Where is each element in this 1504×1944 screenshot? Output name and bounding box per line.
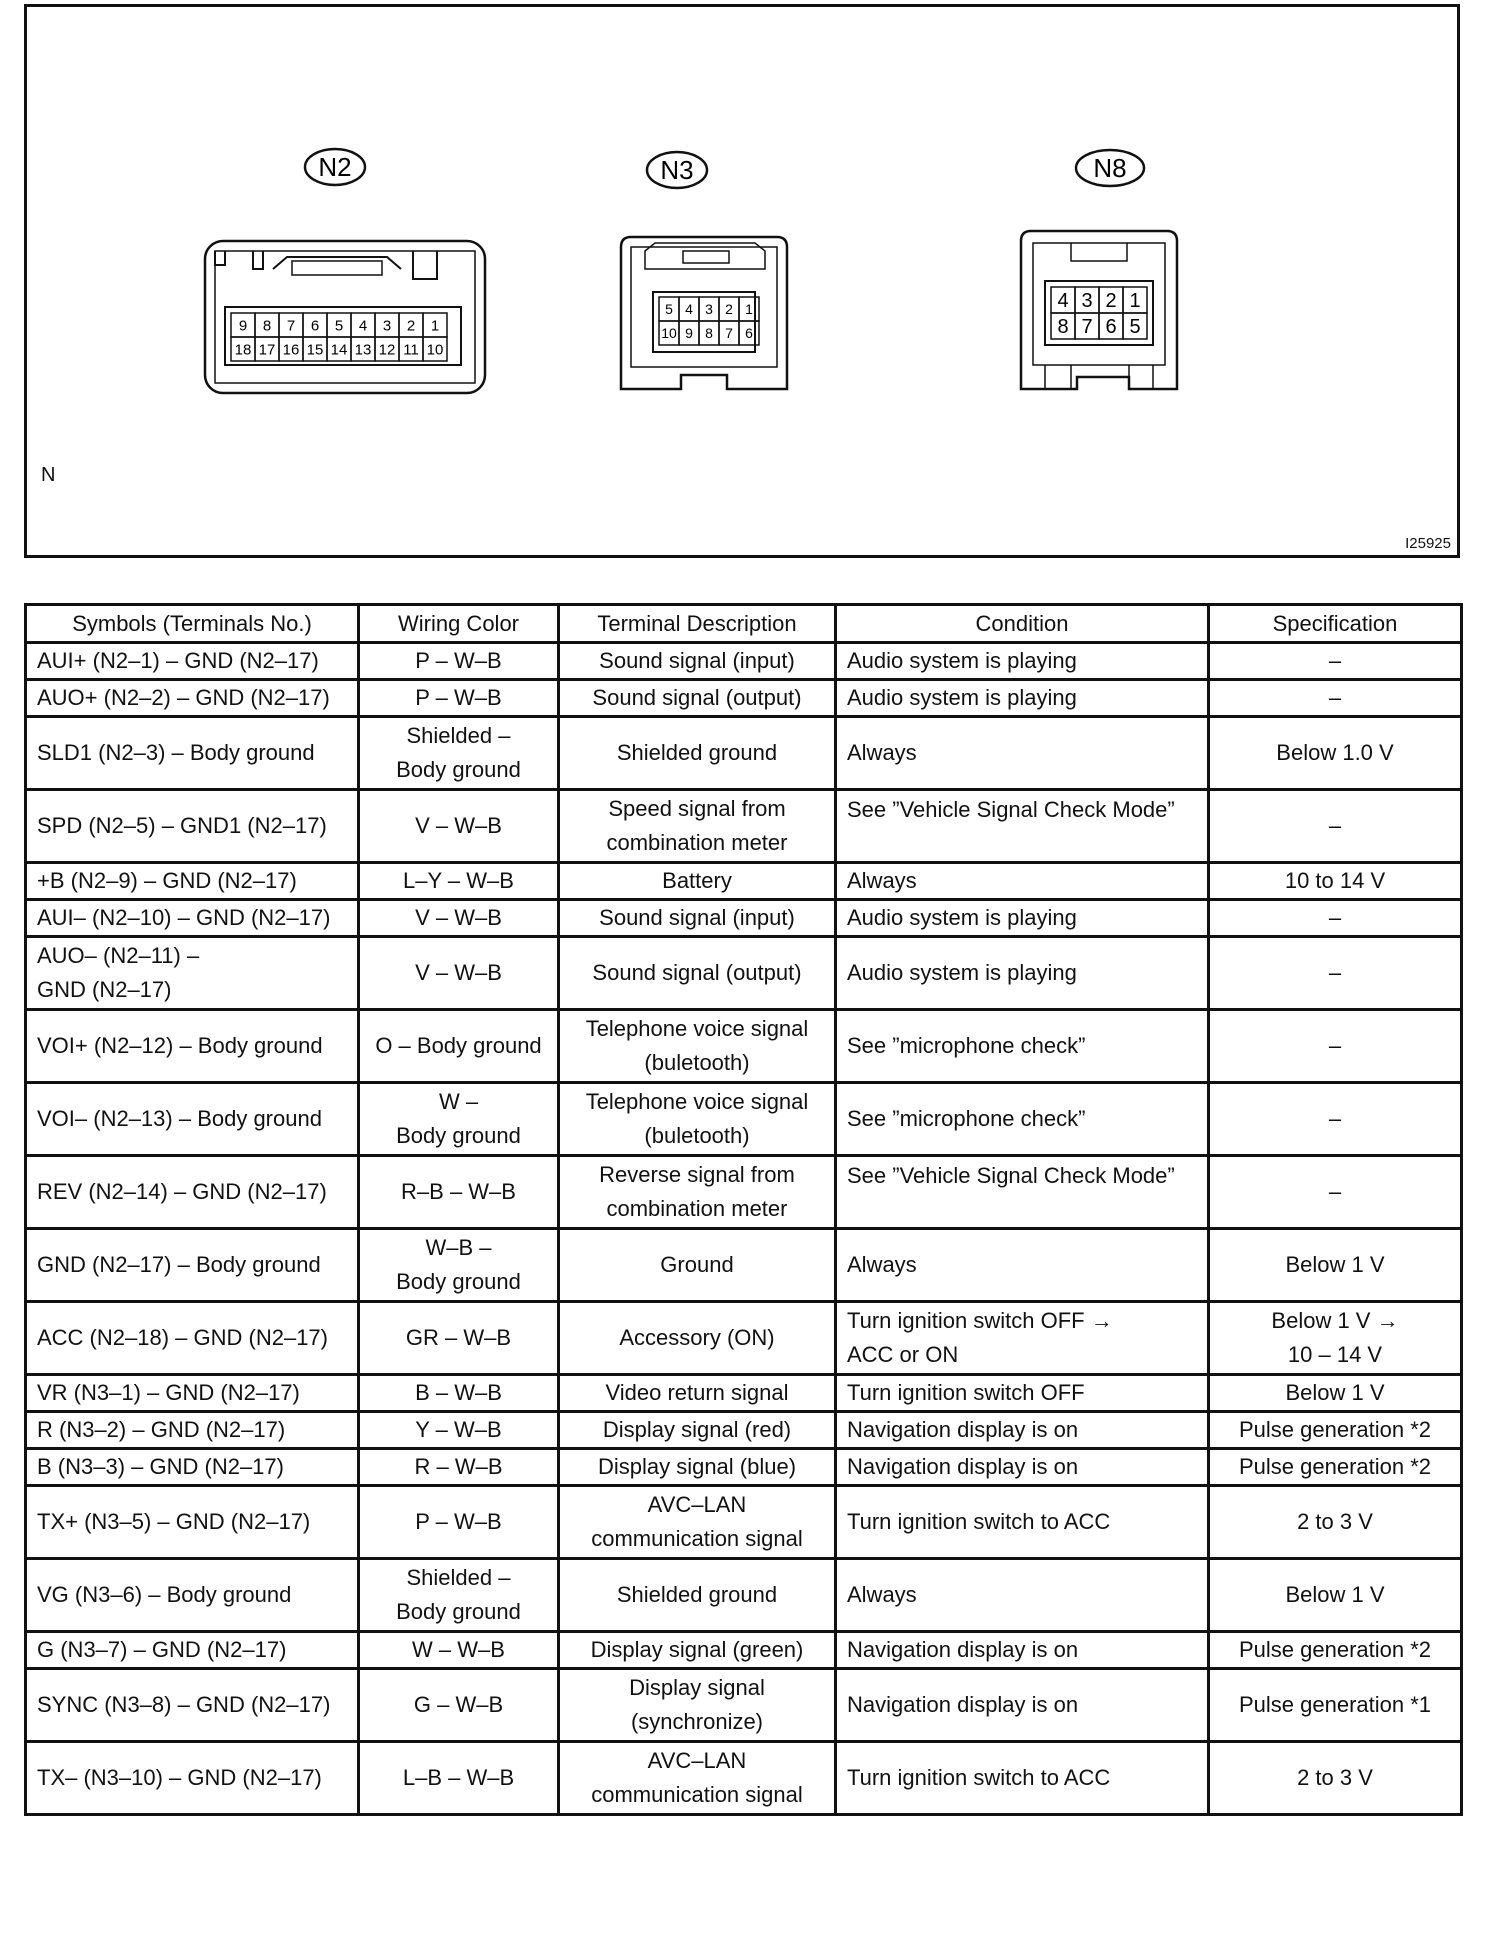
table-row (26, 1669, 1462, 1742)
pin-number: 10 (661, 325, 677, 342)
condition-cell (836, 1632, 1209, 1669)
header-condition: Condition (836, 605, 1209, 643)
terminal-description-cell (559, 1156, 836, 1229)
symbol-cell (26, 1083, 359, 1156)
terminal-description-cell-text: Accessory (ON) (619, 1325, 775, 1350)
pin-number: 3 (705, 301, 713, 318)
specification-cell-text: Below 1 V (1285, 1252, 1385, 1277)
connector-label-n2 (305, 149, 365, 185)
condition-cell-text: Always (847, 1582, 917, 1607)
condition-cell (836, 1083, 1209, 1156)
wiring-color-cell-text: Y – W–B (415, 1417, 502, 1442)
condition-cell (836, 1375, 1209, 1412)
symbol-cell (26, 1156, 359, 1229)
table-row (26, 1302, 1462, 1375)
specification-cell (1209, 790, 1462, 863)
terminal-description-cell (559, 1742, 836, 1815)
terminal-description-cell-text: Reverse signal from combination meter (599, 1162, 795, 1221)
symbol-cell-text: AUO– (N2–11) – GND (N2–17) (37, 943, 200, 1002)
terminal-description-cell (559, 1632, 836, 1669)
pin-number: 3 (1081, 290, 1093, 313)
pin-number: 1 (745, 301, 753, 318)
pin-number: 15 (306, 341, 324, 359)
condition-cell-text: Turn ignition switch to ACC (847, 1765, 1111, 1790)
condition-cell-text: See ”Vehicle Signal Check Mode” (847, 797, 1175, 822)
connector-diagram (27, 7, 1457, 555)
symbol-cell-text: VR (N3–1) – GND (N2–17) (37, 1380, 300, 1405)
condition-cell (836, 900, 1209, 937)
symbol-cell (26, 937, 359, 1010)
symbol-cell (26, 1486, 359, 1559)
specification-cell (1209, 643, 1462, 680)
pin-number: 1 (430, 317, 440, 335)
wiring-color-cell-text: L–Y – W–B (403, 868, 514, 893)
symbol-cell-text: ACC (N2–18) – GND (N2–17) (37, 1325, 328, 1350)
header-terminal-description: Terminal Description (559, 605, 836, 643)
pin-number: 2 (1105, 290, 1117, 313)
specification-cell (1209, 1412, 1462, 1449)
table-row (26, 643, 1462, 680)
condition-cell (836, 680, 1209, 717)
symbol-cell (26, 1559, 359, 1632)
condition-cell (836, 1229, 1209, 1302)
table-row (26, 1559, 1462, 1632)
terminal-description-cell (559, 1375, 836, 1412)
terminal-description-cell-text: Ground (660, 1252, 734, 1277)
wiring-color-cell-text: V – W–B (415, 813, 502, 838)
symbol-cell-text: REV (N2–14) – GND (N2–17) (37, 1179, 327, 1204)
table-row (26, 1156, 1462, 1229)
condition-cell (836, 1449, 1209, 1486)
specification-cell-text: – (1328, 648, 1342, 673)
table-row (26, 1486, 1462, 1559)
wiring-color-cell (359, 1669, 559, 1742)
table-row (26, 1742, 1462, 1815)
table-row (26, 1375, 1462, 1412)
header-symbols: Symbols (Terminals No.) (26, 605, 359, 643)
specification-cell (1209, 1010, 1462, 1083)
terminal-description-cell (559, 790, 836, 863)
symbol-cell (26, 1669, 359, 1742)
condition-cell (836, 1559, 1209, 1632)
symbol-cell (26, 790, 359, 863)
pin-number: 6 (310, 317, 320, 335)
wiring-color-cell-text: O – Body ground (375, 1033, 542, 1058)
terminal-description-cell (559, 863, 836, 900)
pin-number: 9 (238, 317, 248, 335)
wiring-color-cell (359, 1302, 559, 1375)
terminal-description-cell-text: Sound signal (input) (599, 905, 795, 930)
symbol-cell (26, 863, 359, 900)
wiring-color-cell-text: Shielded – Body ground (396, 1565, 521, 1624)
connector-label-text: N2 (318, 152, 352, 182)
condition-cell-text: Always (847, 868, 917, 893)
connector-n2-pin-grid (231, 313, 447, 361)
wiring-color-cell (359, 1632, 559, 1669)
pin-number: 16 (282, 341, 300, 359)
specification-cell (1209, 1669, 1462, 1742)
condition-cell (836, 1156, 1209, 1229)
condition-cell-text: See ”microphone check” (847, 1033, 1086, 1058)
pin-number: 4 (358, 317, 368, 335)
pin-number: 17 (258, 341, 276, 359)
symbol-cell (26, 1010, 359, 1083)
condition-cell-text: Audio system is playing (847, 905, 1077, 930)
pin-number: 7 (1081, 316, 1093, 339)
terminal-description-cell (559, 1449, 836, 1486)
terminal-description-cell-text: AVC–LAN communication signal (591, 1492, 803, 1551)
specification-cell (1209, 1559, 1462, 1632)
terminal-description-cell-text: Shielded ground (616, 740, 778, 765)
terminal-description-cell (559, 1669, 836, 1742)
specification-cell-text: Pulse generation *1 (1238, 1692, 1432, 1717)
wiring-color-cell-text: V – W–B (415, 905, 502, 930)
terminal-description-cell-text: Sound signal (input) (599, 648, 795, 673)
symbol-cell-text: AUI– (N2–10) – GND (N2–17) (37, 905, 331, 930)
terminal-description-cell (559, 1559, 836, 1632)
wiring-color-cell-text: R–B – W–B (401, 1179, 516, 1204)
symbol-cell (26, 643, 359, 680)
pin-number: 14 (330, 341, 348, 359)
terminal-description-cell-text: Sound signal (output) (592, 960, 802, 985)
table-row (26, 1010, 1462, 1083)
terminal-description-cell (559, 1486, 836, 1559)
terminal-description-cell-text: Speed signal from combination meter (606, 796, 788, 855)
connector-n3 (621, 237, 787, 389)
condition-cell (836, 1742, 1209, 1815)
condition-cell-text: Always (847, 740, 917, 765)
specification-cell (1209, 1156, 1462, 1229)
specification-cell-text: – (1328, 1106, 1342, 1131)
pin-number: 13 (354, 341, 372, 359)
connector-figure (24, 4, 1460, 558)
symbol-cell-text: TX+ (N3–5) – GND (N2–17) (37, 1509, 311, 1534)
terminal-description-cell-text: Shielded ground (616, 1582, 778, 1607)
terminal-description-cell-text: Display signal (synchronize) (629, 1675, 765, 1734)
terminal-description-cell-text: Display signal (red) (602, 1417, 792, 1442)
wiring-color-cell (359, 643, 559, 680)
wiring-color-cell-text: W – Body ground (396, 1089, 521, 1148)
table-row (26, 863, 1462, 900)
wiring-color-cell (359, 1449, 559, 1486)
wiring-color-cell-text: GR – W–B (405, 1325, 512, 1350)
symbol-cell-text: B (N3–3) – GND (N2–17) (37, 1454, 284, 1479)
terminal-description-cell (559, 680, 836, 717)
pin-number: 5 (334, 317, 344, 335)
wiring-color-cell (359, 717, 559, 790)
condition-cell-text: See ”Vehicle Signal Check Mode” (847, 1163, 1175, 1188)
pin-number: 2 (406, 317, 416, 335)
symbol-cell-text: AUO+ (N2–2) – GND (N2–17) (37, 685, 330, 710)
specification-cell-text: 10 to 14 V (1284, 868, 1386, 893)
table-row (26, 900, 1462, 937)
terminal-description-cell (559, 643, 836, 680)
header-specification: Specification (1209, 605, 1462, 643)
specification-cell (1209, 680, 1462, 717)
symbol-cell-text: SLD1 (N2–3) – Body ground (37, 740, 315, 765)
pin-number: 6 (1105, 316, 1117, 339)
symbol-cell-text: VG (N3–6) – Body ground (37, 1582, 292, 1607)
condition-cell-text: Turn ignition switch OFF (847, 1380, 1085, 1405)
specification-cell-text: Below 1 V (1285, 1582, 1385, 1607)
symbol-cell-text: SPD (N2–5) – GND1 (N2–17) (37, 813, 327, 838)
connector-label-n3 (647, 152, 707, 188)
symbol-cell-text: AUI+ (N2–1) – GND (N2–17) (37, 648, 319, 673)
symbol-cell-text: G (N3–7) – GND (N2–17) (37, 1637, 287, 1662)
connector-n8-pin-grid (1051, 287, 1147, 339)
connector-label-text: N8 (1093, 153, 1127, 183)
specification-cell (1209, 1302, 1462, 1375)
condition-cell-text: Navigation display is on (847, 1454, 1079, 1479)
table-row (26, 1229, 1462, 1302)
wiring-color-cell-text: V – W–B (415, 960, 502, 985)
header-wiring-color: Wiring Color (359, 605, 559, 643)
terminal-description-cell (559, 1412, 836, 1449)
figure-note-letter: N (41, 464, 56, 486)
specification-cell (1209, 717, 1462, 790)
condition-cell-text: Turn ignition switch OFF → ACC or ON (847, 1308, 1113, 1367)
table-body (26, 643, 1462, 1815)
specification-cell (1209, 937, 1462, 1010)
terminal-description-cell (559, 1229, 836, 1302)
pin-number: 4 (685, 301, 693, 318)
symbol-cell-text: SYNC (N3–8) – GND (N2–17) (37, 1692, 331, 1717)
terminal-description-cell (559, 900, 836, 937)
symbol-cell (26, 1632, 359, 1669)
wiring-color-cell-text: W – W–B (412, 1637, 505, 1662)
wiring-color-cell (359, 1742, 559, 1815)
terminal-description-cell-text: AVC–LAN communication signal (591, 1748, 803, 1807)
specification-cell-text: 2 to 3 V (1297, 1509, 1373, 1534)
symbol-cell (26, 1302, 359, 1375)
pin-number: 5 (1129, 316, 1141, 339)
terminal-description-cell-text: Display signal (blue) (597, 1454, 797, 1479)
wiring-color-cell (359, 1486, 559, 1559)
condition-cell (836, 790, 1209, 863)
symbol-cell-text: R (N3–2) – GND (N2–17) (37, 1417, 286, 1442)
condition-cell (836, 1412, 1209, 1449)
pin-number: 6 (745, 325, 753, 342)
specification-cell (1209, 863, 1462, 900)
pin-number: 7 (725, 325, 733, 342)
wiring-color-cell-text: P – W–B (415, 1509, 502, 1534)
wiring-color-cell-text: G – W–B (413, 1692, 504, 1717)
wiring-color-cell-text: B – W–B (415, 1380, 502, 1405)
pin-number: 9 (685, 325, 693, 342)
specification-cell (1209, 1742, 1462, 1815)
condition-cell (836, 717, 1209, 790)
specification-cell-text: Below 1 V (1285, 1380, 1385, 1405)
symbol-cell (26, 717, 359, 790)
pin-number: 8 (1057, 316, 1069, 339)
specification-cell-text: – (1328, 685, 1342, 710)
condition-cell-text: Turn ignition switch to ACC (847, 1509, 1111, 1534)
symbol-cell (26, 1229, 359, 1302)
pin-number: 8 (262, 317, 272, 335)
condition-cell (836, 937, 1209, 1010)
pin-number: 10 (426, 341, 444, 359)
terminal-spec-table (24, 603, 1463, 1816)
specification-cell-text: – (1328, 1179, 1342, 1204)
table-row (26, 1083, 1462, 1156)
specification-cell-text: Below 1 V → 10 – 14 V (1271, 1308, 1399, 1367)
table-header-row (26, 605, 1462, 643)
wiring-color-cell (359, 937, 559, 1010)
wiring-color-cell (359, 1229, 559, 1302)
condition-cell-text: Navigation display is on (847, 1692, 1079, 1717)
terminal-description-cell-text: Sound signal (output) (592, 685, 802, 710)
specification-cell-text: Pulse generation *2 (1238, 1417, 1432, 1442)
pin-number: 8 (705, 325, 713, 342)
specification-cell (1209, 1375, 1462, 1412)
symbol-cell-text: VOI– (N2–13) – Body ground (37, 1106, 322, 1131)
specification-cell-text: – (1328, 813, 1342, 838)
specification-cell (1209, 1486, 1462, 1559)
symbol-cell (26, 1412, 359, 1449)
condition-cell (836, 1486, 1209, 1559)
wiring-color-cell (359, 863, 559, 900)
table-row (26, 1632, 1462, 1669)
connector-label-n8 (1076, 150, 1144, 186)
symbol-cell (26, 900, 359, 937)
condition-cell (836, 1669, 1209, 1742)
terminal-description-cell (559, 717, 836, 790)
symbol-cell-text: +B (N2–9) – GND (N2–17) (37, 868, 297, 893)
wiring-color-cell-text: P – W–B (415, 685, 502, 710)
wiring-color-cell-text: P – W–B (415, 648, 502, 673)
condition-cell-text: Audio system is playing (847, 960, 1077, 985)
figure-id: I25925 (1405, 535, 1451, 552)
terminal-description-cell (559, 1302, 836, 1375)
condition-cell-text: Audio system is playing (847, 648, 1077, 673)
specification-cell (1209, 1632, 1462, 1669)
wiring-color-cell (359, 790, 559, 863)
specification-cell (1209, 1229, 1462, 1302)
connector-n3-pin-grid (659, 297, 759, 345)
terminal-description-cell (559, 1083, 836, 1156)
specification-cell-text: 2 to 3 V (1297, 1765, 1373, 1790)
specification-cell-text: Below 1.0 V (1276, 740, 1394, 765)
pin-number: 7 (286, 317, 296, 335)
pin-number: 11 (403, 341, 419, 359)
symbol-cell (26, 1449, 359, 1486)
condition-cell (836, 643, 1209, 680)
condition-cell-text: Navigation display is on (847, 1637, 1079, 1662)
pin-number: 4 (1057, 290, 1069, 313)
table-row (26, 1449, 1462, 1486)
table-row (26, 1412, 1462, 1449)
pin-number: 5 (665, 301, 673, 318)
pin-number: 2 (725, 301, 733, 318)
specification-cell-text: – (1328, 1033, 1342, 1058)
terminal-description-cell-text: Telephone voice signal (buletooth) (585, 1089, 809, 1148)
wiring-color-cell (359, 1559, 559, 1632)
pin-number: 12 (378, 341, 396, 359)
specification-cell (1209, 1449, 1462, 1486)
specification-cell-text: Pulse generation *2 (1238, 1637, 1432, 1662)
wiring-color-cell (359, 1375, 559, 1412)
terminal-description-cell-text: Display signal (green) (590, 1637, 804, 1662)
terminal-description-cell (559, 937, 836, 1010)
table-row (26, 790, 1462, 863)
symbol-cell (26, 1375, 359, 1412)
table-row (26, 717, 1462, 790)
specification-cell (1209, 1083, 1462, 1156)
condition-cell-text: Navigation display is on (847, 1417, 1079, 1442)
condition-cell-text: Audio system is playing (847, 685, 1077, 710)
terminal-description-cell (559, 1010, 836, 1083)
terminal-description-cell-text: Battery (662, 868, 732, 893)
condition-cell-text: See ”microphone check” (847, 1106, 1086, 1131)
wiring-color-cell-text: R – W–B (414, 1454, 503, 1479)
wiring-color-cell (359, 1083, 559, 1156)
condition-cell (836, 1302, 1209, 1375)
symbol-cell-text: VOI+ (N2–12) – Body ground (37, 1033, 323, 1058)
condition-cell (836, 1010, 1209, 1083)
wiring-color-cell-text: Shielded – Body ground (396, 723, 521, 782)
condition-cell (836, 863, 1209, 900)
pin-number: 1 (1129, 290, 1141, 313)
wiring-color-cell (359, 1156, 559, 1229)
table-row (26, 937, 1462, 1010)
symbol-cell (26, 680, 359, 717)
symbol-cell-text: GND (N2–17) – Body ground (37, 1252, 321, 1277)
condition-cell-text: Always (847, 1252, 917, 1277)
symbol-cell-text: TX– (N3–10) – GND (N2–17) (37, 1765, 322, 1790)
terminal-description-cell-text: Telephone voice signal (buletooth) (585, 1016, 809, 1075)
symbol-cell (26, 1742, 359, 1815)
specification-cell-text: – (1328, 905, 1342, 930)
pin-number: 3 (382, 317, 392, 335)
connector-label-text: N3 (660, 155, 694, 185)
wiring-color-cell (359, 1412, 559, 1449)
terminal-description-cell-text: Video return signal (605, 1380, 789, 1405)
wiring-color-cell-text: L–B – W–B (402, 1765, 515, 1790)
wiring-color-cell-text: W–B – Body ground (396, 1235, 521, 1294)
pin-number: 18 (234, 341, 252, 359)
specification-cell-text: Pulse generation *2 (1238, 1454, 1432, 1479)
wiring-color-cell (359, 1010, 559, 1083)
wiring-color-cell (359, 900, 559, 937)
specification-cell (1209, 900, 1462, 937)
table-row (26, 680, 1462, 717)
wiring-color-cell (359, 680, 559, 717)
specification-cell-text: – (1328, 960, 1342, 985)
